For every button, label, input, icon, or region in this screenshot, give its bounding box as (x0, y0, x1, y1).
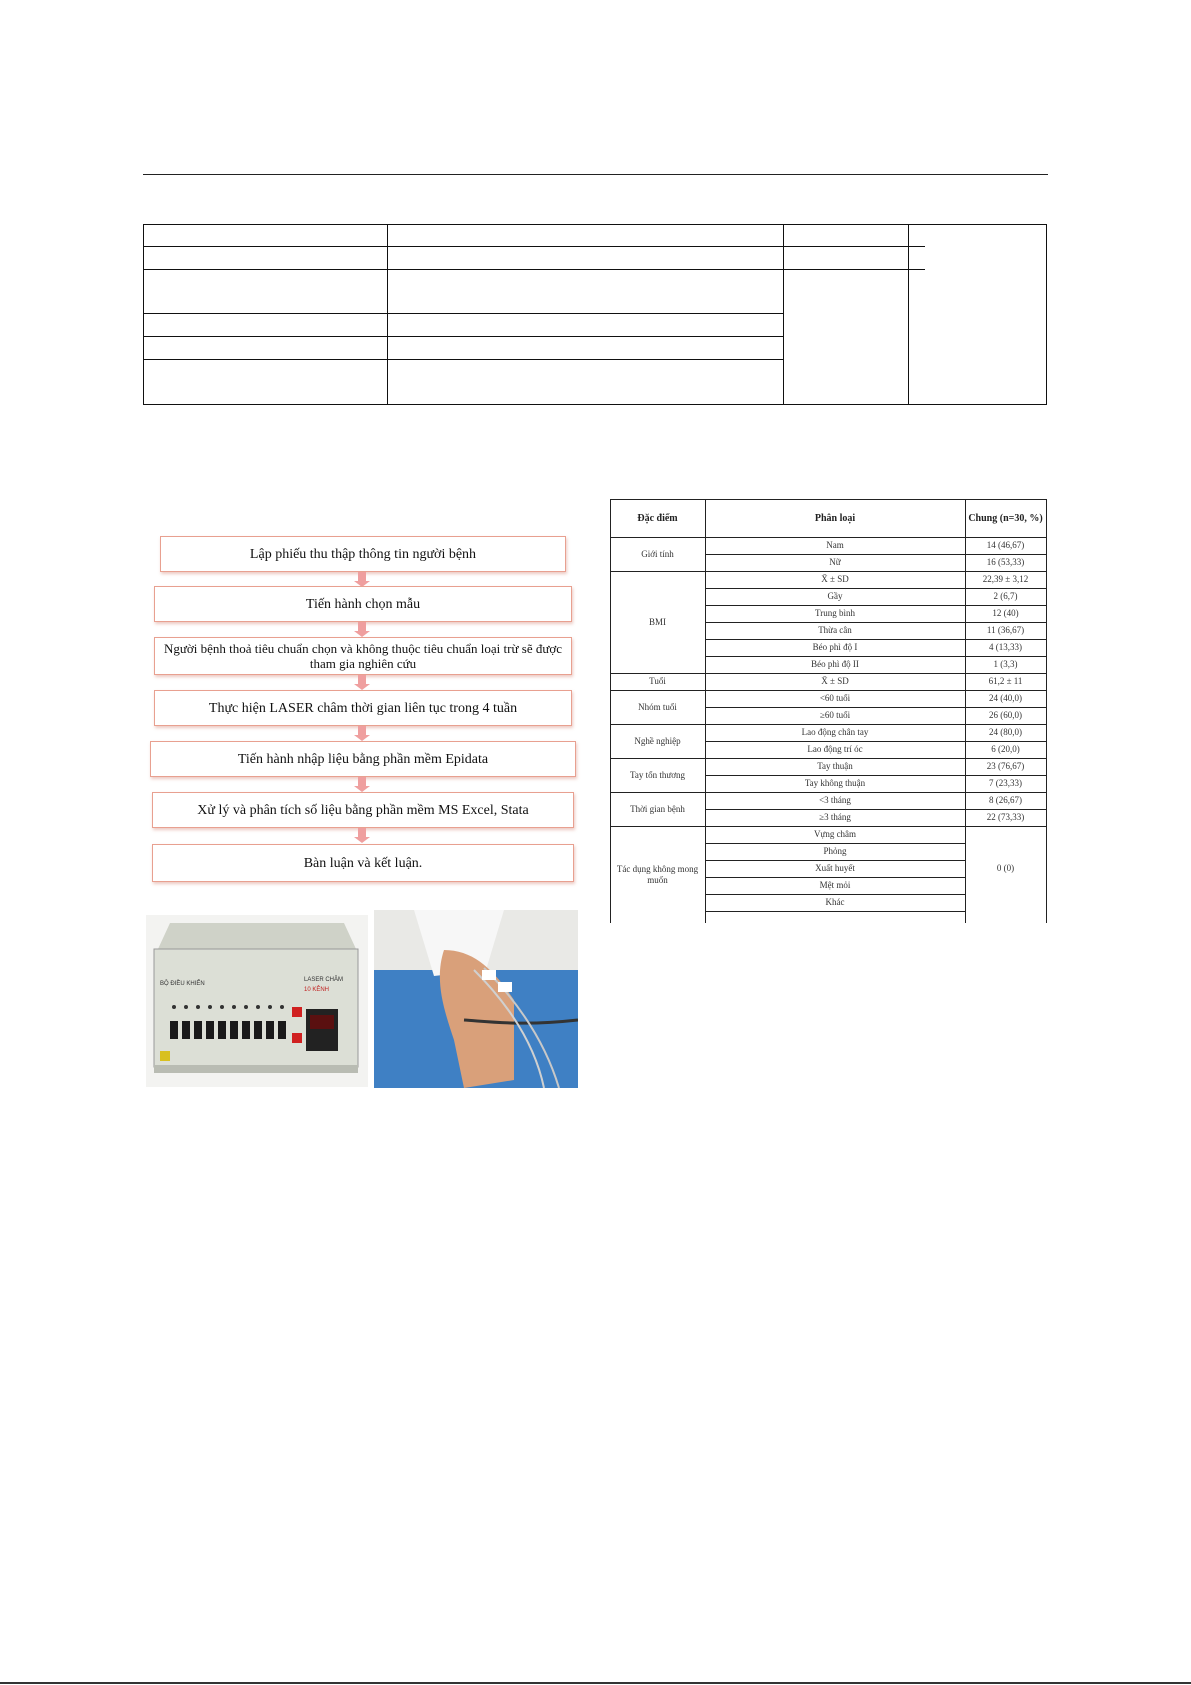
row-value: 22,39 ± 3,12 (982, 574, 1029, 584)
row-value: 23 (76,67) (986, 761, 1025, 771)
flow-step-2: Tiến hành chọn mẫu (154, 586, 572, 622)
row-category: X̄ ± SD (821, 574, 849, 584)
row-value (965, 860, 1046, 877)
row-category: ≥60 tuổi (819, 710, 851, 720)
row-category: Tay thuận (817, 761, 853, 771)
row-value: 16 (53,33) (986, 557, 1025, 567)
col-header-category: Phân loại (814, 512, 856, 524)
laser-device-illustration (146, 915, 368, 1087)
flow-arrow (358, 572, 366, 582)
group-disease-duration: Thời gian bệnh (630, 803, 685, 814)
row-category: Nữ (829, 557, 841, 567)
row-value: 11 (36,67) (986, 625, 1025, 635)
group-adverse-effects: Tác dụng không mong muốn (616, 863, 699, 885)
row-value: 26 (60,0) (989, 710, 1022, 720)
row-value: 2 (6,7) (993, 591, 1018, 601)
flow-arrow (358, 622, 366, 632)
arm-treatment-photo (374, 910, 578, 1088)
flow-arrow (358, 675, 366, 685)
row-category: Phỏng (823, 846, 847, 856)
row-category: Béo phì độ I (812, 642, 858, 652)
row-category: Nam (826, 540, 844, 550)
row-category: Gầy (827, 591, 843, 601)
row-category: Béo phì độ II (811, 659, 859, 669)
row-value: 22 (73,33) (986, 812, 1025, 822)
device-label-2: LASER CHÂM (304, 977, 344, 983)
flow-arrow (358, 828, 366, 838)
row-category: Xuất huyết (815, 863, 855, 873)
group-affected-hand: Tay tổn thương (629, 769, 685, 780)
group-bmi: BMI (648, 616, 666, 627)
row-category: <3 tháng (819, 795, 851, 805)
device-label-3: 10 KÊNH (304, 987, 330, 993)
top-table (143, 224, 1047, 405)
row-value: 7 (23,33) (989, 778, 1022, 788)
group-occupation: Nghề nghiệp (634, 735, 681, 746)
group-age-band: Nhóm tuổi (638, 701, 677, 712)
row-category: <60 tuổi (819, 693, 851, 703)
col-header-total: Chung (n=30, %) (968, 512, 1043, 524)
row-category: Thừa cân (818, 625, 852, 635)
row-category: Trung bình (815, 608, 855, 618)
research-flowchart (146, 530, 578, 885)
row-value (965, 894, 1046, 911)
row-value: 1 (3,3) (993, 659, 1018, 669)
row-value (965, 843, 1046, 860)
row-value: 8 (26,67) (989, 795, 1022, 805)
row-category: Lao động chân tay (801, 727, 869, 737)
row-category: Vựng châm (813, 829, 857, 839)
flow-step-1: Lập phiếu thu thập thông tin người bệnh (160, 536, 566, 572)
row-value: 12 (40) (992, 608, 1019, 618)
row-value: 61,2 ± 11 (988, 676, 1023, 686)
row-category: X̄ ± SD (821, 676, 849, 686)
group-age: Tuổi (649, 676, 666, 686)
flow-step-5: Tiến hành nhập liệu bằng phần mềm Epidata (150, 741, 576, 777)
row-category: ≥3 tháng (819, 812, 851, 822)
row-value: 24 (40,0) (989, 693, 1022, 703)
row-value: 4 (13,33) (989, 642, 1022, 652)
row-value: 24 (80,0) (989, 727, 1022, 737)
row-value: 6 (20,0) (991, 744, 1020, 754)
flow-arrow (358, 726, 366, 736)
flow-step-3: Người bệnh thoả tiêu chuẩn chọn và không thuộc tiêu chuẩn loại trừ sẽ được tham gia nghiên cứu (154, 637, 572, 675)
row-value: 0 (0) (996, 863, 1015, 873)
device-label-1: BỘ ĐIỀU KHIỂN (160, 981, 205, 987)
patient-characteristics-table (610, 499, 1047, 923)
row-category: Mệt mỏi (819, 880, 851, 890)
col-header-characteristic: Đặc điểm (637, 512, 678, 524)
flow-step-7: Bàn luận và kết luận. (152, 844, 574, 882)
flow-arrow (358, 777, 366, 787)
row-value (965, 877, 1046, 894)
laser-device-photo (146, 915, 368, 1087)
arm-treatment-illustration (374, 910, 578, 1088)
footer-rule (0, 1682, 1191, 1684)
row-category: Tay không thuận (804, 778, 866, 788)
group-sex: Giới tính (641, 548, 674, 559)
row-category: Lao động trí óc (807, 744, 863, 754)
flow-step-6: Xử lý và phân tích số liệu bằng phần mềm MS Excel, Stata (152, 792, 574, 828)
row-value: 14 (46,67) (986, 540, 1025, 550)
flow-step-4: Thực hiện LASER châm thời gian liên tục trong 4 tuần (154, 690, 572, 726)
header-rule (143, 174, 1048, 175)
row-category: Khác (825, 897, 845, 907)
